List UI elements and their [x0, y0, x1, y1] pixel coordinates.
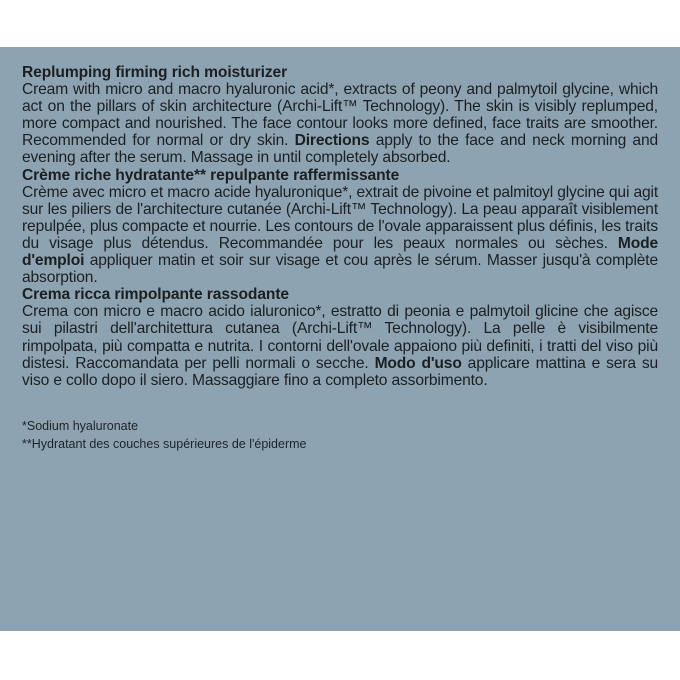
section-body	[22, 184, 658, 287]
section-title: Crème riche hydratante** repulpante raffermissante	[22, 166, 400, 184]
directions-label: Directions	[294, 132, 370, 150]
section-body	[22, 81, 658, 166]
body-text: Crema con micro e macro acido ialuronico*, estratto di peonia e palmytoil glicine che agisce sui pilastri dell'architettura cutanea (Archi-Lift™ Technology). La pelle è visibilmente rimpolpata, più compatta e nutrita. I contorni dell'ovale appaiono più definiti, i tratti del viso più distesi. Raccomandata per pelli normali o secche.	[22, 303, 658, 372]
directions-label: Modo d'uso	[374, 354, 462, 372]
section-english	[22, 64, 658, 167]
section-title: Replumping firming rich moisturizer	[22, 64, 288, 81]
body-text: applicare mattina e sera su viso e collo dopo il siero. Massaggiare fino a completo assorbimento.	[22, 354, 658, 389]
section-body	[22, 303, 658, 388]
body-text: apply to the face and neck morning and evening after the serum. Massage in until completely absorbed.	[22, 132, 659, 167]
section-title: Crema ricca rimpolpante rassodante	[22, 286, 289, 304]
footnote: *Sodium hyaluronate	[22, 418, 139, 433]
body-text: appliquer matin et soir sur visage et cou après le sérum. Masser jusqu'à complète absorption.	[22, 252, 658, 287]
directions-label: Mode d'emploi	[22, 234, 658, 270]
footnote: **Hydratant des couches supérieures de l'épiderme	[22, 436, 307, 451]
body-text: Cream with micro and macro hyaluronic acid*, extracts of peony and palmytoil glycine, which act on the pillars of skin architecture (Archi-Lift™ Technology). The skin is visibly replumped, more compact and nourished. The face contour looks more defined, face traits are smoother. Recommended for normal or dry skin.	[22, 81, 658, 150]
label-panel	[0, 47, 680, 631]
body-text: Crème avec micro et macro acide hyaluronique*, extrait de pivoine et palmitoyl glycine qui agit sur les piliers de l'architecture cutanée (Archi-Lift™ Technology). La peau apparaît visiblement repulpée, plus compacte et nourrie. Les contours de l'ovale apparaissent plus définis, les traits du visage plus détendus. Recommandée pour les peaux normales ou sèches.	[22, 183, 658, 252]
footnotes	[22, 417, 658, 453]
section-italian	[22, 286, 658, 389]
section-french	[22, 167, 658, 287]
